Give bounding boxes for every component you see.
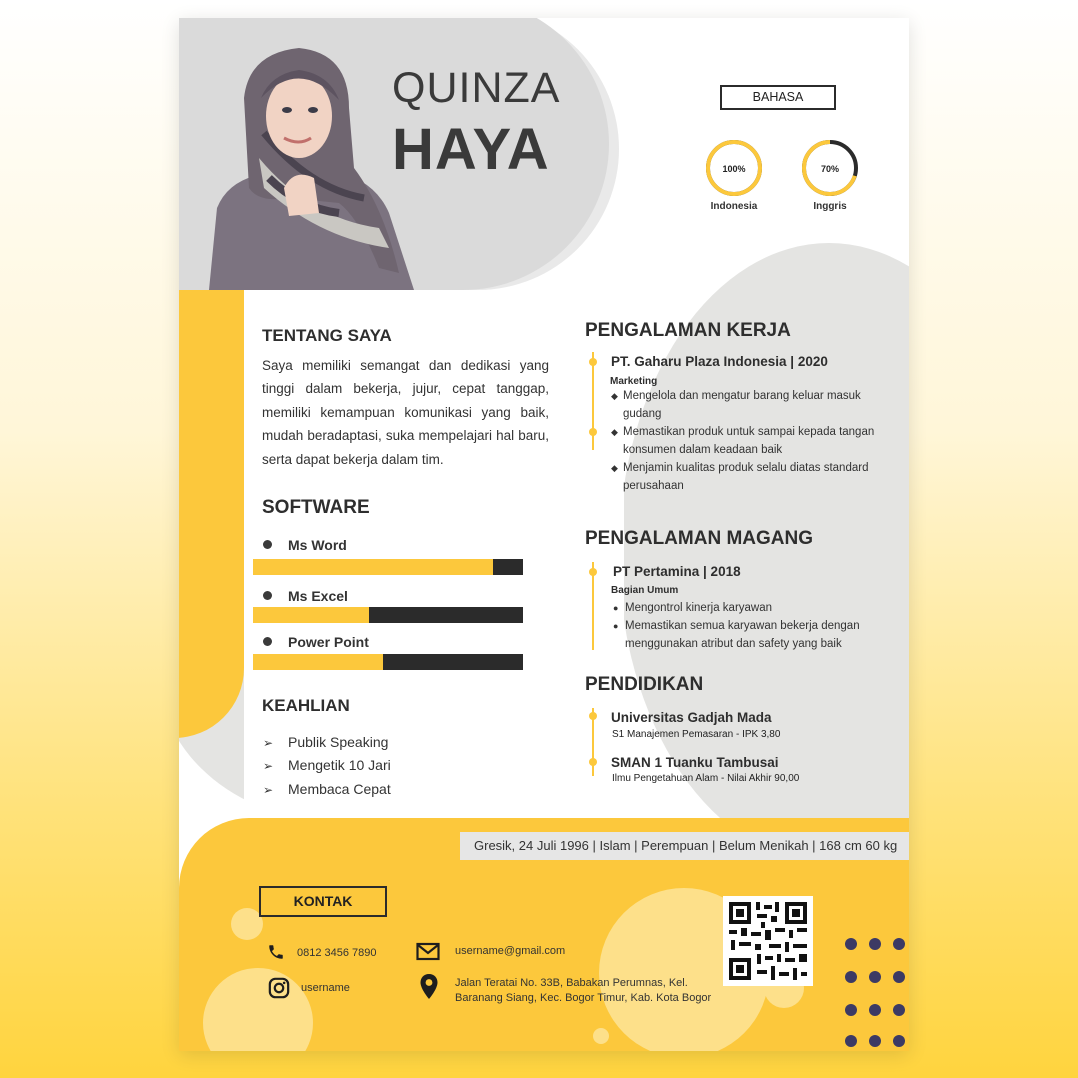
decor-dot <box>893 938 905 950</box>
contact-email: username@gmail.com <box>455 945 566 957</box>
decor-dot <box>893 1035 905 1047</box>
decor-circle <box>593 1028 609 1044</box>
software-dot <box>263 591 272 600</box>
decor-dot <box>869 1035 881 1047</box>
education-title: PENDIDIKAN <box>585 674 704 695</box>
personal-info-bar: Gresik, 24 Juli 1996 | Islam | Perempuan | Belum Menikah | 168 cm 60 kg <box>460 832 909 860</box>
timeline-dot <box>589 428 597 436</box>
decor-dot <box>869 971 881 983</box>
software-bar-word <box>253 559 523 575</box>
timeline-dot <box>589 568 597 576</box>
contact-title: KONTAK <box>259 886 387 917</box>
work-company: PT. Gaharu Plaza Indonesia | 2020 <box>611 354 828 369</box>
arrow-icon: ➢ <box>263 736 274 750</box>
contact-address-line1: Jalan Teratai No. 33B, Babakan Perumnas, Kel. <box>455 977 688 989</box>
internship-role: Bagian Umum <box>611 585 679 596</box>
education-school: SMAN 1 Tuanku Tambusai <box>611 755 779 770</box>
skill-item: Publik Speaking <box>288 734 389 750</box>
email-icon <box>416 942 440 962</box>
decor-dot <box>869 1004 881 1016</box>
contact-phone: 0812 3456 7890 <box>297 947 377 959</box>
about-text: Saya memiliki semangat dan dedikasi yang tinggi dalam bekerja, jujur, cepat tanggap, memiliki kemampuan komunikasi yang baik, mudah beradaptasi, suka mempelajari hal baru, serta dapat bekerja dalam tim. <box>262 358 549 467</box>
arrow-icon: ➢ <box>263 783 274 797</box>
decor-yellow-left <box>179 218 244 738</box>
phone-icon <box>267 941 285 963</box>
skill-item: Mengetik 10 Jari <box>288 757 391 773</box>
software-name-powerpoint: Power Point <box>288 634 369 650</box>
work-bullet: ◆ Memastikan produk untuk sampai kepada tangan konsumen dalam keadaan baik <box>611 426 875 456</box>
software-bar-excel <box>253 607 523 623</box>
decor-dot <box>845 1035 857 1047</box>
decor-dot <box>869 938 881 950</box>
decor-dot <box>893 971 905 983</box>
language-name-indonesia: Indonesia <box>710 201 758 212</box>
contact-instagram: username <box>301 982 350 994</box>
decor-dot <box>845 938 857 950</box>
timeline-dot <box>589 712 597 720</box>
skill-item: Membaca Cepat <box>288 781 391 797</box>
software-bar-powerpoint <box>253 654 523 670</box>
work-title: PENGALAMAN KERJA <box>585 320 791 341</box>
work-bullet: ◆ Mengelola dan mengatur barang keluar masuk gudang <box>611 390 861 420</box>
last-name: HAYA <box>392 117 550 182</box>
location-pin-icon <box>419 973 439 1001</box>
work-role: Marketing <box>610 376 658 387</box>
resume-sheet <box>179 18 909 1051</box>
contact-address-line2: Baranang Siang, Kec. Bogor Timur, Kab. Kota Bogor <box>455 992 712 1004</box>
software-dot <box>263 540 272 549</box>
software-title: SOFTWARE <box>262 497 370 518</box>
language-percent-inggris: 70% <box>820 164 840 174</box>
first-name: QUINZA <box>392 64 561 112</box>
about-title: TENTANG SAYA <box>262 326 392 345</box>
decor-dot <box>893 1004 905 1016</box>
software-dot <box>263 637 272 646</box>
language-gauge-indonesia <box>704 138 764 198</box>
skills-title: KEAHLIAN <box>262 696 350 715</box>
software-bar-fill-word <box>253 559 493 575</box>
decor-dot <box>845 971 857 983</box>
internship-title: PENGALAMAN MAGANG <box>585 528 813 549</box>
software-name-word: Ms Word <box>288 537 347 553</box>
qr-code <box>723 896 813 986</box>
instagram-icon <box>268 977 290 999</box>
internship-bullet: ● Mengontrol kinerja karyawan <box>613 602 773 614</box>
software-bar-fill-powerpoint <box>253 654 383 670</box>
internship-bullet: ● Memastikan semua karyawan bekerja dengan menggunakan atribut dan safety yang baik <box>613 620 860 650</box>
profile-photo <box>189 38 414 290</box>
timeline-dot <box>589 758 597 766</box>
education-detail: S1 Manajemen Pemasaran - IPK 3,80 <box>612 729 781 740</box>
language-percent-indonesia: 100% <box>722 164 746 174</box>
language-name-inggris: Inggris <box>813 201 847 212</box>
decor-dot <box>845 1004 857 1016</box>
language-title: BAHASA <box>720 85 836 110</box>
internship-company: PT Pertamina | 2018 <box>613 564 741 579</box>
software-bar-fill-excel <box>253 607 369 623</box>
software-name-excel: Ms Excel <box>288 588 348 604</box>
education-detail: Ilmu Pengetahuan Alam - Nilai Akhir 90,00 <box>612 773 800 784</box>
education-school: Universitas Gadjah Mada <box>611 710 772 725</box>
work-bullet: ◆ Menjamin kualitas produk selalu diatas standard perusahaan <box>611 462 869 492</box>
arrow-icon: ➢ <box>263 759 274 773</box>
timeline-dot <box>589 358 597 366</box>
language-gauge-inggris <box>800 138 860 198</box>
